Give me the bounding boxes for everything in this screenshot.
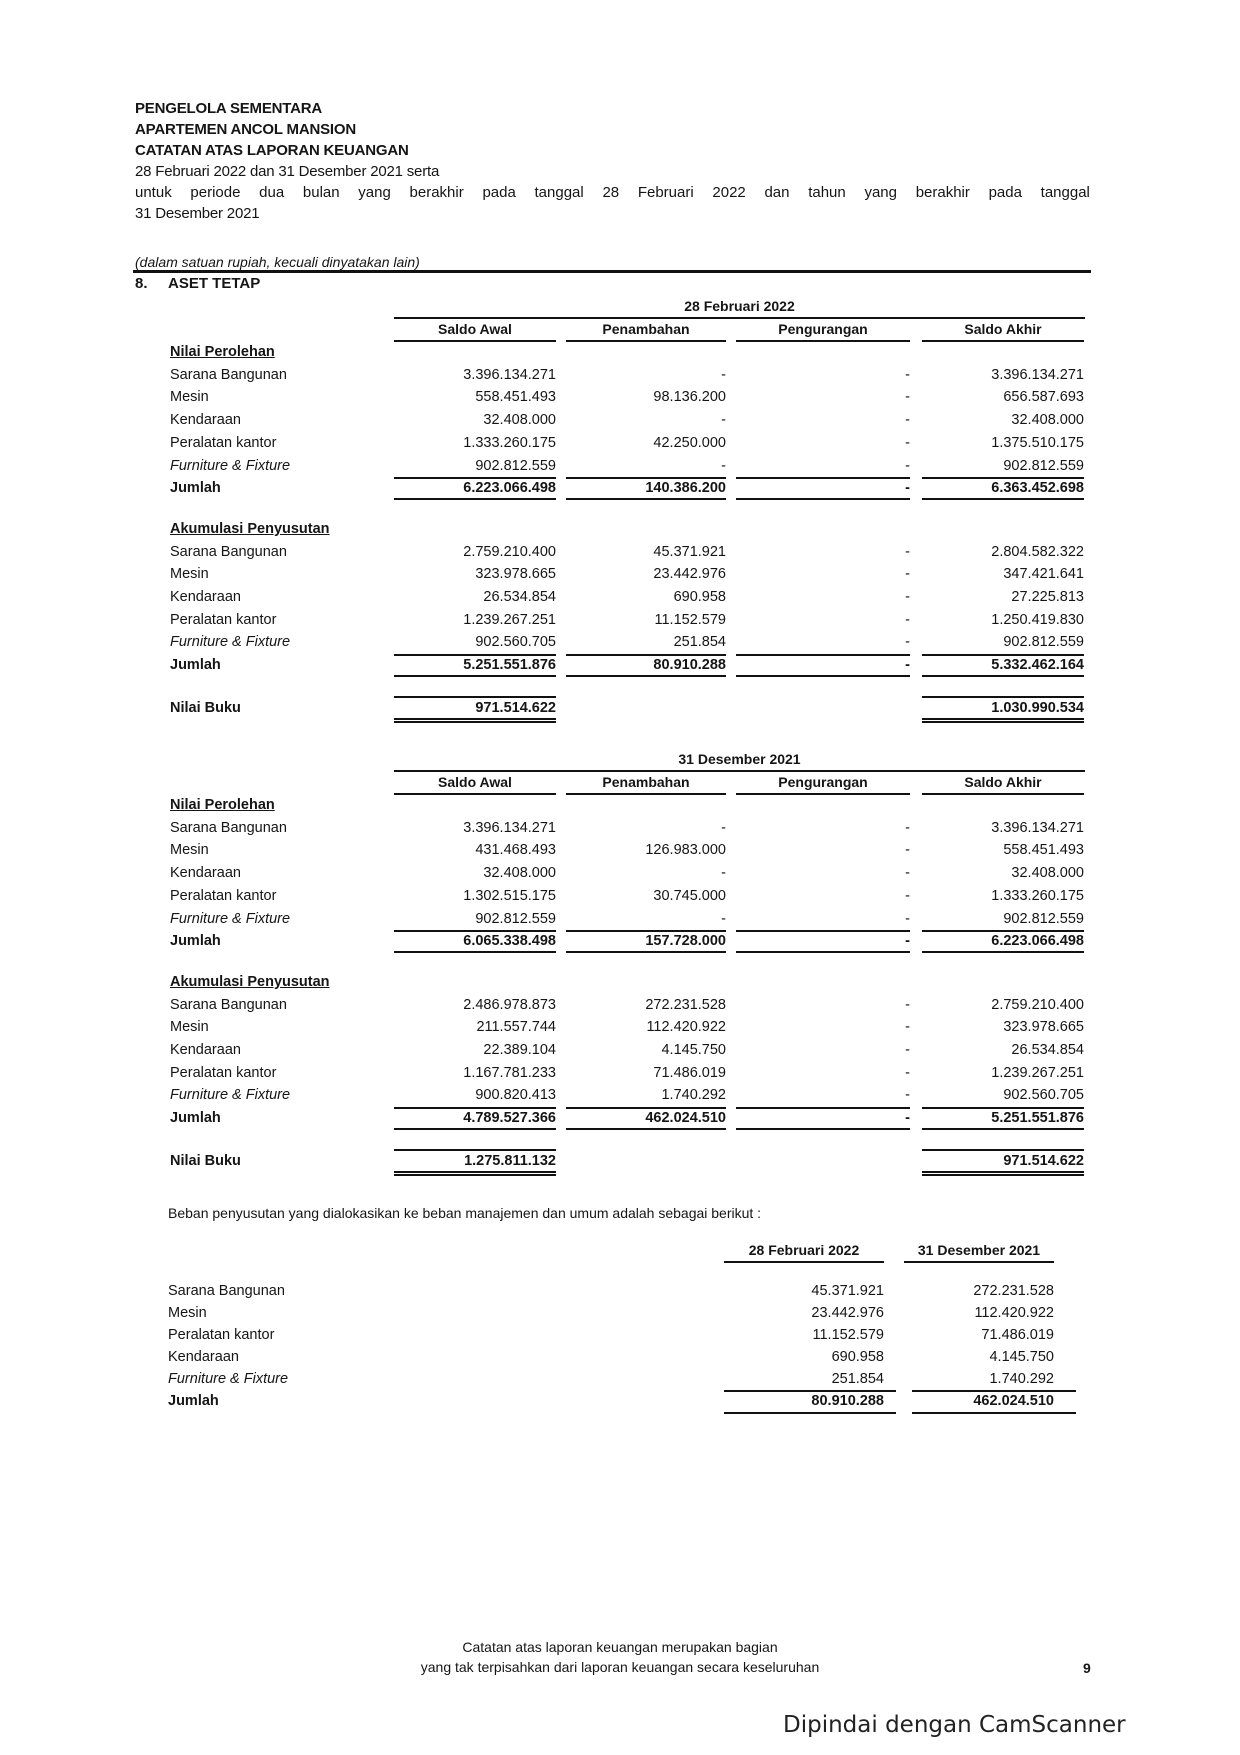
cell-pengurangan: -	[905, 887, 910, 904]
total-label: Jumlah	[170, 1110, 221, 1127]
row-label: Furniture & Fixture	[170, 457, 291, 474]
underline	[724, 1261, 884, 1263]
value-2021: 4.145.750	[989, 1349, 1054, 1365]
depreciation-col-2021: 31 Desember 2021	[917, 1242, 1041, 1258]
total-2022: 80.910.288	[811, 1393, 884, 1409]
cell-penambahan: 71.486.019	[653, 1064, 726, 1081]
subtotal-rule	[922, 654, 1084, 656]
cell-saldo-awal: 902.560.705	[475, 634, 556, 651]
total-rule	[736, 675, 910, 677]
cell-saldo-awal: 1.239.267.251	[463, 611, 556, 628]
row-label: Sarana Bangunan	[168, 1283, 285, 1299]
cell-saldo-akhir: 902.812.559	[1003, 457, 1084, 474]
cell-saldo-akhir: 656.587.693	[1003, 389, 1084, 406]
table-row	[170, 634, 1090, 656]
book-value-saldo-akhir: 971.514.622	[1003, 1152, 1084, 1169]
table-row	[170, 566, 1090, 588]
underline	[904, 1261, 1054, 1263]
camscanner-watermark: Dipindai dengan CamScanner	[783, 1712, 1126, 1738]
total-rule	[724, 1412, 896, 1414]
cell-saldo-awal: 32.408.000	[483, 412, 556, 429]
total-rule	[566, 498, 726, 500]
cell-saldo-awal: 32.408.000	[483, 865, 556, 882]
table-row	[170, 389, 1090, 411]
cell-saldo-awal: 902.812.559	[475, 910, 556, 927]
depreciation-row	[168, 1283, 1088, 1305]
period-rule	[394, 317, 1085, 319]
cell-pengurangan: -	[905, 566, 910, 583]
column-header-underline	[566, 340, 726, 342]
value-2021: 1.740.292	[989, 1371, 1054, 1387]
total-saldo-akhir: 6.363.452.698	[991, 480, 1084, 497]
period-word: pada	[482, 184, 516, 201]
table-row	[170, 1065, 1090, 1087]
cell-pengurangan: -	[905, 819, 910, 836]
cell-penambahan: 11.152.579	[654, 611, 726, 628]
cell-saldo-akhir: 26.534.854	[1011, 1042, 1084, 1058]
cell-pengurangan: -	[905, 389, 910, 406]
row-label: Furniture & Fixture	[170, 634, 291, 651]
report-period-end: 31 Desember 2021	[135, 205, 260, 222]
table-row	[170, 367, 1090, 389]
cell-saldo-akhir: 3.396.134.271	[991, 366, 1084, 383]
book-value-saldo-akhir: 1.030.990.534	[991, 699, 1084, 716]
period-word: yang	[864, 184, 897, 201]
cell-saldo-akhir: 1.250.419.830	[991, 611, 1084, 628]
value-2021: 71.486.019	[981, 1327, 1054, 1343]
period-word: tahun	[808, 184, 846, 201]
value-2021: 112.420.922	[974, 1305, 1054, 1321]
table-row	[170, 997, 1090, 1019]
column-header-underline	[566, 793, 726, 795]
table-row	[170, 458, 1090, 480]
total-label: Jumlah	[170, 657, 221, 674]
cell-saldo-akhir: 1.239.267.251	[991, 1064, 1084, 1081]
period-word: tanggal	[1040, 184, 1090, 201]
group-akumulasi-penyusutan: Akumulasi Penyusutan	[170, 973, 330, 990]
total-rule	[394, 951, 556, 953]
row-label: Sarana Bangunan	[170, 996, 287, 1013]
subtotal-rule	[724, 1390, 896, 1392]
period-word: tanggal	[534, 184, 584, 201]
cell-saldo-akhir: 558.451.493	[1003, 842, 1084, 859]
subtotal-rule	[736, 930, 910, 932]
group-akumulasi-penyusutan: Akumulasi Penyusutan	[170, 520, 330, 537]
book-value-top-rule	[922, 696, 1084, 698]
column-header-underline	[736, 793, 910, 795]
group-nilai-perolehan: Nilai Perolehan	[170, 797, 275, 813]
value-2022: 11.152.579	[812, 1327, 884, 1343]
column-header-underline	[394, 340, 556, 342]
group-nilai-perolehan: Nilai Perolehan	[170, 344, 275, 360]
cell-pengurangan: -	[905, 589, 910, 605]
cell-pengurangan: -	[905, 996, 910, 1013]
column-header-saldo-awal: Saldo Awal	[438, 321, 512, 337]
asset-table-2021	[170, 751, 1090, 1191]
footer-line-2: yang tak terpisahkan dari laporan keuangan secara keseluruhan	[420, 1659, 820, 1675]
subtotal-rule	[566, 477, 726, 479]
table-row	[170, 1019, 1090, 1041]
total-saldo-awal: 6.223.066.498	[463, 480, 556, 497]
value-2021: 272.231.528	[973, 1283, 1054, 1299]
period-word: periode	[190, 184, 241, 201]
cell-pengurangan: -	[905, 1064, 910, 1081]
row-label: Peralatan kantor	[170, 1064, 277, 1081]
table-row	[170, 865, 1090, 887]
total-rule	[394, 498, 556, 500]
period-word: 2022	[712, 184, 746, 201]
total-penambahan: 80.910.288	[653, 657, 726, 674]
period-word: yang	[358, 184, 391, 201]
value-2022: 690.958	[831, 1349, 884, 1365]
cell-penambahan: -	[721, 819, 726, 836]
section-name: ASET TETAP	[168, 275, 261, 292]
row-label: Peralatan kantor	[170, 887, 277, 904]
row-label: Mesin	[170, 389, 209, 406]
subtotal-rule	[912, 1390, 1076, 1392]
row-label: Kendaraan	[170, 412, 241, 429]
total-label: Jumlah	[170, 933, 221, 950]
cell-penambahan: -	[721, 457, 726, 474]
cell-pengurangan: -	[905, 1019, 910, 1036]
cell-saldo-awal: 323.978.665	[475, 566, 556, 583]
cell-penambahan: -	[721, 910, 726, 927]
cell-penambahan: 112.420.922	[646, 1019, 726, 1036]
row-label: Kendaraan	[168, 1349, 239, 1365]
period-heading: 28 Februari 2022	[684, 298, 795, 314]
table-row	[170, 820, 1090, 842]
row-label: Mesin	[168, 1305, 207, 1321]
table-row	[170, 888, 1090, 910]
book-value-top-rule	[922, 1149, 1084, 1151]
row-label: Mesin	[170, 566, 209, 583]
depreciation-intro: Beban penyusutan yang dialokasikan ke beban manajemen dan umum adalah sebagai berikut :	[168, 1205, 762, 1221]
cell-saldo-akhir: 1.333.260.175	[991, 887, 1084, 904]
book-value-saldo-awal: 1.275.811.132	[464, 1152, 556, 1169]
cell-saldo-akhir: 2.804.582.322	[991, 543, 1084, 560]
total-rule	[912, 1412, 1076, 1414]
depreciation-row	[168, 1305, 1088, 1327]
book-value-row	[170, 1153, 1090, 1175]
cell-penambahan: 42.250.000	[653, 434, 726, 451]
row-label: Mesin	[170, 1019, 209, 1036]
cell-saldo-awal: 3.396.134.271	[463, 819, 556, 836]
header-divider	[133, 270, 1091, 273]
total-pengurangan: -	[905, 1110, 910, 1127]
row-label: Furniture & Fixture	[170, 910, 291, 927]
page-number: 9	[1083, 1660, 1091, 1676]
row-label: Furniture & Fixture	[168, 1371, 289, 1387]
subtotal-rule	[394, 930, 556, 932]
total-pengurangan: -	[905, 933, 910, 950]
subtotal-rule	[922, 477, 1084, 479]
column-header-saldo-akhir: Saldo Akhir	[964, 321, 1042, 337]
row-label: Kendaraan	[170, 589, 241, 605]
table-row	[170, 612, 1090, 634]
cell-pengurangan: -	[905, 412, 910, 429]
subtotal-rule	[566, 930, 726, 932]
cell-penambahan: 272.231.528	[645, 996, 726, 1013]
column-header-penambahan: Penambahan	[602, 321, 690, 337]
cell-penambahan: 30.745.000	[653, 887, 726, 904]
cell-pengurangan: -	[905, 865, 910, 882]
total-rule	[922, 675, 1084, 677]
total-saldo-akhir: 5.332.462.164	[991, 657, 1084, 674]
table-row	[170, 911, 1090, 933]
total-saldo-awal: 5.251.551.876	[463, 657, 556, 674]
cell-pengurangan: -	[905, 366, 910, 383]
subtotal-rule	[736, 654, 910, 656]
row-label: Furniture & Fixture	[170, 1087, 291, 1104]
cell-penambahan: 251.854	[673, 634, 726, 651]
cell-saldo-awal: 2.486.978.873	[463, 996, 556, 1013]
cell-saldo-akhir: 902.812.559	[1003, 910, 1084, 927]
cell-pengurangan: -	[905, 634, 910, 651]
row-label: Peralatan kantor	[170, 611, 277, 628]
book-value-label: Nilai Buku	[170, 1152, 241, 1169]
cell-penambahan: 4.145.750	[661, 1042, 726, 1058]
cell-penambahan: 690.958	[673, 589, 726, 605]
total-label: Jumlah	[168, 1393, 219, 1409]
column-header-saldo-akhir: Saldo Akhir	[964, 774, 1042, 790]
total-saldo-akhir: 6.223.066.498	[991, 933, 1084, 950]
section-title	[135, 275, 260, 292]
total-penambahan: 462.024.510	[645, 1110, 726, 1127]
depreciation-col-2022: 28 Februari 2022	[748, 1242, 860, 1258]
book-value-label: Nilai Buku	[170, 699, 241, 716]
total-penambahan: 157.728.000	[645, 933, 726, 950]
period-word: pada	[988, 184, 1022, 201]
cell-saldo-awal: 900.820.413	[475, 1087, 556, 1104]
cell-saldo-awal: 22.389.104	[483, 1042, 556, 1058]
table-row	[170, 1087, 1090, 1109]
depreciation-row	[168, 1327, 1088, 1349]
cell-saldo-akhir: 32.408.000	[1011, 412, 1084, 429]
cell-saldo-akhir: 32.408.000	[1011, 865, 1084, 882]
cell-penambahan: 23.442.976	[653, 566, 726, 583]
column-header-saldo-awal: Saldo Awal	[438, 774, 512, 790]
cell-saldo-akhir: 1.375.510.175	[991, 434, 1084, 451]
row-label: Sarana Bangunan	[170, 819, 287, 836]
cell-pengurangan: -	[905, 842, 910, 859]
period-word: Februari	[637, 184, 694, 201]
total-pengurangan: -	[905, 657, 910, 674]
row-label: Kendaraan	[170, 1042, 241, 1058]
cell-penambahan: -	[721, 865, 726, 882]
period-word: bulan	[302, 184, 340, 201]
column-header-penambahan: Penambahan	[602, 774, 690, 790]
table-row	[170, 412, 1090, 434]
cell-saldo-akhir: 902.560.705	[1003, 1087, 1084, 1104]
period-word: berakhir	[409, 184, 464, 201]
book-value-top-rule	[394, 696, 556, 698]
cell-pengurangan: -	[905, 910, 910, 927]
row-label: Peralatan kantor	[168, 1327, 275, 1343]
value-2022: 45.371.921	[811, 1283, 884, 1299]
cell-saldo-akhir: 2.759.210.400	[991, 996, 1084, 1013]
cell-penambahan: 98.136.200	[653, 389, 726, 406]
cell-saldo-akhir: 347.421.641	[1003, 566, 1084, 583]
cell-saldo-awal: 2.759.210.400	[463, 543, 556, 560]
total-rule	[922, 1128, 1084, 1130]
cell-saldo-awal: 3.396.134.271	[463, 366, 556, 383]
total-rule	[566, 675, 726, 677]
row-label: Peralatan kantor	[170, 434, 277, 451]
total-rule	[566, 951, 726, 953]
column-header-underline	[922, 340, 1084, 342]
cell-saldo-awal: 902.812.559	[475, 457, 556, 474]
column-header-pengurangan: Pengurangan	[778, 774, 868, 790]
cell-saldo-awal: 1.333.260.175	[463, 434, 556, 451]
units-note: (dalam satuan rupiah, kecuali dinyatakan lain)	[135, 254, 420, 270]
depreciation-row	[168, 1349, 1088, 1371]
row-label: Sarana Bangunan	[170, 366, 287, 383]
subtotal-rule	[922, 930, 1084, 932]
column-header-underline	[736, 340, 910, 342]
total-rule	[736, 498, 910, 500]
cell-saldo-awal: 211.557.744	[476, 1019, 556, 1036]
report-title: CATATAN ATAS LAPORAN KEUANGAN	[135, 142, 409, 159]
row-label: Mesin	[170, 842, 209, 859]
total-rule	[566, 1128, 726, 1130]
total-rule	[394, 675, 556, 677]
cell-pengurangan: -	[905, 1042, 910, 1058]
cell-pengurangan: -	[905, 434, 910, 451]
period-word: 28	[602, 184, 620, 201]
period-heading: 31 Desember 2021	[678, 751, 801, 767]
subtotal-rule	[736, 477, 910, 479]
cell-saldo-awal: 26.534.854	[483, 589, 556, 605]
book-value-row	[170, 700, 1090, 722]
cell-penambahan: 1.740.292	[661, 1087, 726, 1104]
table-row	[170, 435, 1090, 457]
table-row	[170, 1042, 1090, 1064]
period-word: dan	[764, 184, 790, 201]
total-saldo-awal: 6.065.338.498	[463, 933, 556, 950]
cell-penambahan: -	[721, 412, 726, 429]
cell-saldo-akhir: 323.978.665	[1003, 1019, 1084, 1036]
cell-penambahan: -	[721, 366, 726, 383]
cell-pengurangan: -	[905, 611, 910, 628]
total-rule	[922, 498, 1084, 500]
entity-name: PENGELOLA SEMENTARA	[135, 100, 323, 117]
entity-subname: APARTEMEN ANCOL MANSION	[135, 121, 356, 138]
cell-saldo-awal: 431.468.493	[475, 842, 556, 859]
subtotal-rule	[394, 477, 556, 479]
value-2022: 251.854	[831, 1371, 884, 1387]
total-rule	[394, 1128, 556, 1130]
cell-penambahan: 45.371.921	[653, 543, 726, 560]
total-penambahan: 140.386.200	[645, 480, 726, 497]
total-rule	[922, 951, 1084, 953]
subtotal-rule	[394, 654, 556, 656]
total-rule	[736, 1128, 910, 1130]
table-row	[170, 589, 1090, 611]
cell-pengurangan: -	[905, 543, 910, 560]
asset-table-2022	[170, 298, 1090, 738]
cell-saldo-awal: 1.167.781.233	[463, 1064, 556, 1081]
value-2022: 23.442.976	[811, 1305, 884, 1321]
cell-pengurangan: -	[905, 457, 910, 474]
subtotal-rule	[566, 654, 726, 656]
period-rule	[394, 770, 1085, 772]
subtotal-rule	[922, 1107, 1084, 1109]
cell-penambahan: 126.983.000	[645, 842, 726, 859]
column-header-underline	[922, 793, 1084, 795]
table-row	[170, 544, 1090, 566]
total-saldo-akhir: 5.251.551.876	[991, 1110, 1084, 1127]
report-dates: 28 Februari 2022 dan 31 Desember 2021 serta	[135, 163, 440, 180]
total-saldo-awal: 4.789.527.366	[463, 1110, 556, 1127]
total-2021: 462.024.510	[973, 1393, 1054, 1409]
footer-line-1: Catatan atas laporan keuangan merupakan bagian	[462, 1639, 778, 1655]
column-header-pengurangan: Pengurangan	[778, 321, 868, 337]
subtotal-rule	[736, 1107, 910, 1109]
document-header	[135, 98, 1090, 224]
period-word: untuk	[135, 184, 172, 201]
period-word: dua	[259, 184, 285, 201]
total-label: Jumlah	[170, 480, 221, 497]
cell-saldo-awal: 1.302.515.175	[463, 887, 556, 904]
period-word: berakhir	[915, 184, 970, 201]
report-period-line	[135, 182, 1090, 203]
total-rule	[736, 951, 910, 953]
subtotal-rule	[394, 1107, 556, 1109]
book-value-saldo-awal: 971.514.622	[475, 699, 556, 716]
section-number: 8.	[135, 275, 148, 292]
row-label: Sarana Bangunan	[170, 543, 287, 560]
footer-note	[0, 1637, 1240, 1677]
cell-saldo-awal: 558.451.493	[475, 389, 556, 406]
cell-pengurangan: -	[905, 1087, 910, 1104]
cell-saldo-akhir: 27.225.813	[1011, 589, 1084, 605]
total-pengurangan: -	[905, 480, 910, 497]
column-header-underline	[394, 793, 556, 795]
table-row	[170, 842, 1090, 864]
row-label: Kendaraan	[170, 865, 241, 882]
subtotal-rule	[566, 1107, 726, 1109]
book-value-top-rule	[394, 1149, 556, 1151]
cell-saldo-akhir: 3.396.134.271	[991, 819, 1084, 836]
cell-saldo-akhir: 902.812.559	[1003, 634, 1084, 651]
